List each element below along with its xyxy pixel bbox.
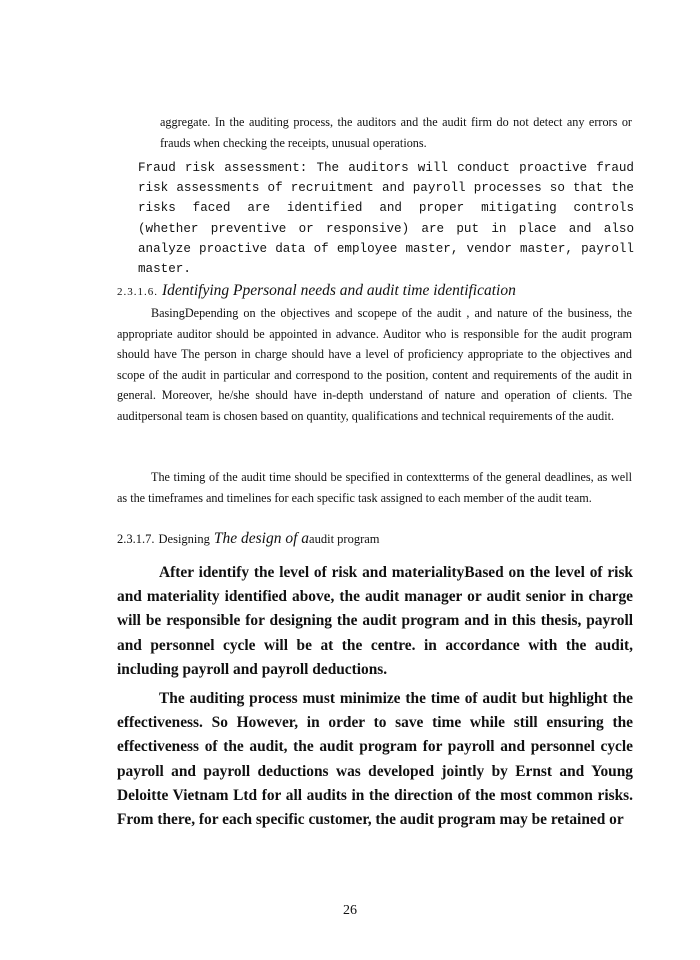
section-heading-2-3-1-7 (117, 530, 380, 548)
design-paragraph-1 (117, 561, 633, 682)
design-paragraph-2 (117, 687, 633, 832)
list-item-continuation: aggregate. In the auditing process, the auditors and the audit firm do not detect any errors or frauds when checking the receipts, unusual operations. (160, 115, 632, 150)
personnel-paragraph-2 (117, 467, 632, 508)
section-prefix: Designing (158, 532, 210, 546)
fraud-risk-paragraph: Fraud risk assessment: The auditors will conduct proactive fraud risk assessments of recruitment and payroll processes so that the risks faced are identified and proper mitigating controls (whether preventive or responsive) are put in place and also analyze proactive data of employee master, vendor master, payroll master. (138, 161, 634, 277)
section-title-rest: audit program (309, 532, 380, 546)
personnel-paragraph-1-text: BasingDepending on the objectives and scopepe of the audit , and nature of the business, the appropriate auditor should be appointed in advance. Auditor who is responsible for the audit program should have The person in charge should have a level of proficiency appropriate to the objectives and scope of the audit in particular and correspond to the position, content and requirements of the audit in general. Moreover, he/she should have in-depth understand of nature and operation of clients. The auditpersonal team is chosen based on quantity, qualifications and technical requirements of the audit. (117, 306, 632, 423)
page-number: 26 (343, 903, 357, 918)
section-title: Identifying Ppersonal needs and audit time identification (162, 282, 516, 299)
section-number: 2.3.1.7. (117, 532, 155, 546)
personnel-paragraph-2-text: The timing of the audit time should be specified in contextterms of the general deadlines, as well as the timeframes and timelines for each specific task assigned to each member of the audit team. (117, 470, 632, 505)
design-paragraph-1-text: After identify the level of risk and materialityBased on the level of risk and materiality identified above, the audit manager or audit senior in charge will be responsible for designing the audit program and in this thesis, payroll and personnel cycle will be at the centre. in accordance with the audit, including payroll and payroll deductions. (117, 564, 633, 678)
section-title-italic: The design of a (213, 530, 310, 547)
personnel-paragraph-1 (117, 303, 632, 427)
design-paragraph-2-text: The auditing process must minimize the time of audit but highlight the effectiveness. So However, in order to save time while still ensuring the effectiveness of the audit, the audit program for payroll and personnel cycle payroll and payroll deductions was developed jointly by Ernst and Young Deloitte Vietnam Ltd for all audits in the direction of the most common risks. From there, for each specific customer, the audit program may be retained or (117, 690, 633, 829)
section-number: 2.3.1.6. (117, 286, 158, 298)
section-heading-2-3-1-6 (117, 282, 516, 300)
